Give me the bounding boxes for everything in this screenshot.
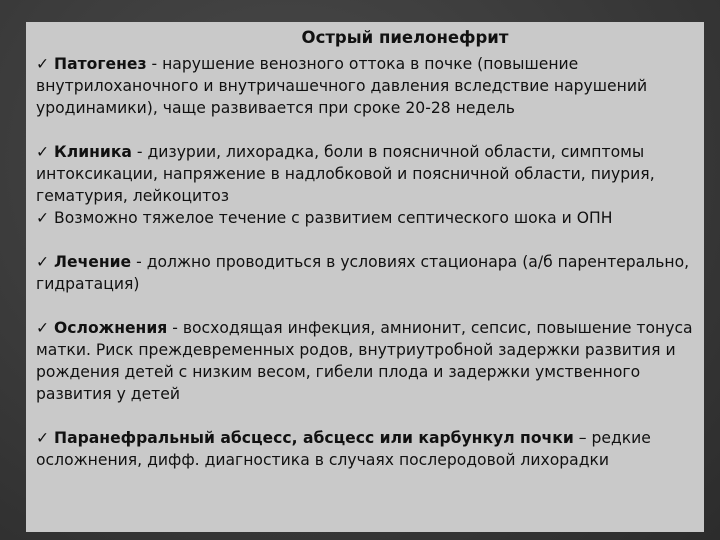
item-text: должно проводиться в условиях стационара (а/б парентерально, гидратация) [36,253,690,293]
checkmark-icon: ✓ [36,55,50,73]
item-separator: – [573,429,592,447]
checkmark-icon: ✓ [36,143,50,161]
item-heading: Патогенез [54,55,147,73]
item-text: восходящая инфекция, амнионит, сепсис, повышение тонуса матки. Риск преждевременных родов, внутриутробной задержки развития и рождения детей с низким весом, гибели плода и задержки умственного развития у детей [36,319,693,403]
slide-title: Острый пиелонефрит [301,28,509,47]
list-item-abscess [36,427,698,471]
item-text: дизурии, лихорадка, боли в поясничной области, симптомы интоксикации, напряжение в надлобковой и поясничной области, пиурия, гематурия, лейкоцитоз [36,143,655,205]
item-heading: Клиника [54,143,132,161]
bullet-list [36,53,698,471]
item-text: нарушение венозного оттока в почке (повышение внутрилоханочного и внутричашечного давления вследствие нарушений уродинамики), чаще развивается при сроке 20-28 недель [36,55,648,117]
item-heading: Осложнения [54,319,168,337]
item-separator: - [131,253,147,271]
list-item-complications [36,317,698,405]
item-heading: Паранефральный абсцесс, абсцесс или карбункул почки [54,429,574,447]
checkmark-icon: ✓ [36,209,50,227]
list-item-clinic [36,141,698,207]
checkmark-icon: ✓ [36,253,50,271]
item-heading: Лечение [54,253,132,271]
list-item-pathogenesis [36,53,698,119]
list-item-treatment [36,251,698,295]
item-separator: - [146,55,163,73]
item-separator: - [167,319,183,337]
item-text: редкие осложнения, дифф. диагностика в случаях послеродовой лихорадки [36,429,651,469]
content-panel [26,22,704,532]
list-item-severe-course [36,207,698,229]
checkmark-icon: ✓ [36,319,50,337]
checkmark-icon: ✓ [36,429,50,447]
item-text: Возможно тяжелое течение с развитием септического шока и ОПН [54,209,613,227]
item-separator: - [131,143,148,161]
